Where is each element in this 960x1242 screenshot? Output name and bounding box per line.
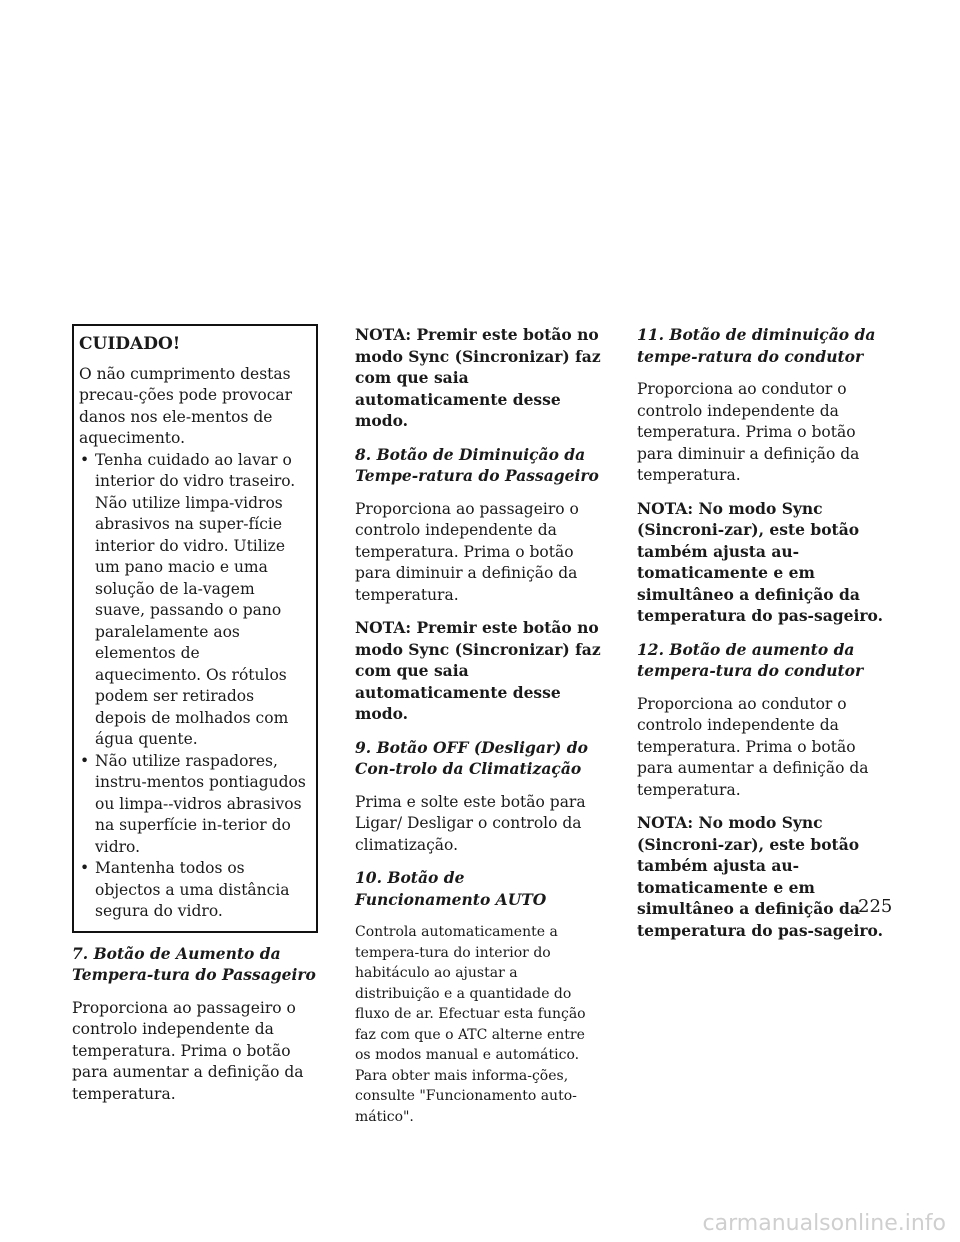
caution-intro: O não cumprimento destas precau-ções pode provocar danos nos ele-mentos de aquecimento. [79,364,293,447]
section-9-body: Prima e solte este botão para Ligar/ Desligar o controlo da climatização. [355,792,586,854]
section-10-heading: 10. Botão de Funcionamento AUTO [355,868,547,909]
section-12-body: Proporciona ao condutor o controlo independente da temperatura. Prima o botão para aumentar a definição da temperatura. [637,694,869,799]
page-number: 225 [858,896,893,917]
caution-bullet: • Não utilize raspadores, instru-mentos pontiagudos ou limpa--vidros abrasivos na superfície in-terior do vidro. [79,751,308,859]
column-middle [355,324,601,1138]
section-8-note: NOTA: Premir este botão no modo Sync (Sincronizar) faz com que saia automaticamente desse modo. [355,618,601,723]
watermark: carmanualsonline.info [702,1210,946,1236]
column-right [637,324,883,953]
section-11-note: NOTA: No modo Sync (Sincroni-zar), este botão também ajusta au-tomaticamente e em simultâneo a definição da temperatura do pas-sageiro. [637,498,883,625]
section-11-heading: 11. Botão de diminuição da tempe-ratura do condutor [637,325,876,366]
caution-title: CUIDADO! [79,334,181,354]
section-7-body: Proporciona ao passageiro o controlo independente da temperatura. Prima o botão para aumentar a definição da temperatura. [72,998,304,1103]
section-7-heading: 7. Botão de Aumento da Tempera-tura do Passageiro [72,943,316,984]
section-10-body: Controla automaticamente a tempera-tura do interior do habitáculo ao ajustar a distribuição e a quantidade do fluxo de ar. Efectuar esta função faz com que o ATC alterne entre os modos manual e automático. Para obter mais informa-ções, consulte "Funcionamento auto-mático". [355,924,586,1125]
section-8-body: Proporciona ao passageiro o controlo independente da temperatura. Prima o botão para diminuir a definição da temperatura. [355,499,579,604]
section-8-heading: 8. Botão de Diminuição da Tempe-ratura do Passageiro [355,444,599,485]
column-left [72,324,318,1116]
caution-bullet: • Tenha cuidado ao lavar o interior do vidro traseiro. Não utilize limpa-vidros abrasivos na super-fície interior do vidro. Utilize um pano macio e uma solução de la-vagem suave, passando o pano paralelamente aos elementos de aquecimento. Os rótulos podem ser retirados depois de molhados com água quente. [79,450,308,751]
section-12-note: NOTA: No modo Sync (Sincroni-zar), este botão também ajusta au-tomaticamente e em simultâneo a definição da temperatura do pas-sageiro. [637,813,883,940]
section-9-heading: 9. Botão OFF (Desligar) do Con-trolo da Climatização [355,737,588,778]
caution-box [72,324,318,933]
section-7-note: NOTA: Premir este botão no modo Sync (Sincronizar) faz com que saia automaticamente desse modo. [355,325,601,430]
caution-list [79,450,308,923]
section-12-heading: 12. Botão de aumento da tempera-tura do condutor [637,639,864,680]
section-11-body: Proporciona ao condutor o controlo independente da temperatura. Prima o botão para diminuir a definição da temperatura. [637,380,860,484]
caution-bullet: • Mantenha todos os objectos a uma distância segura do vidro. [79,858,308,923]
